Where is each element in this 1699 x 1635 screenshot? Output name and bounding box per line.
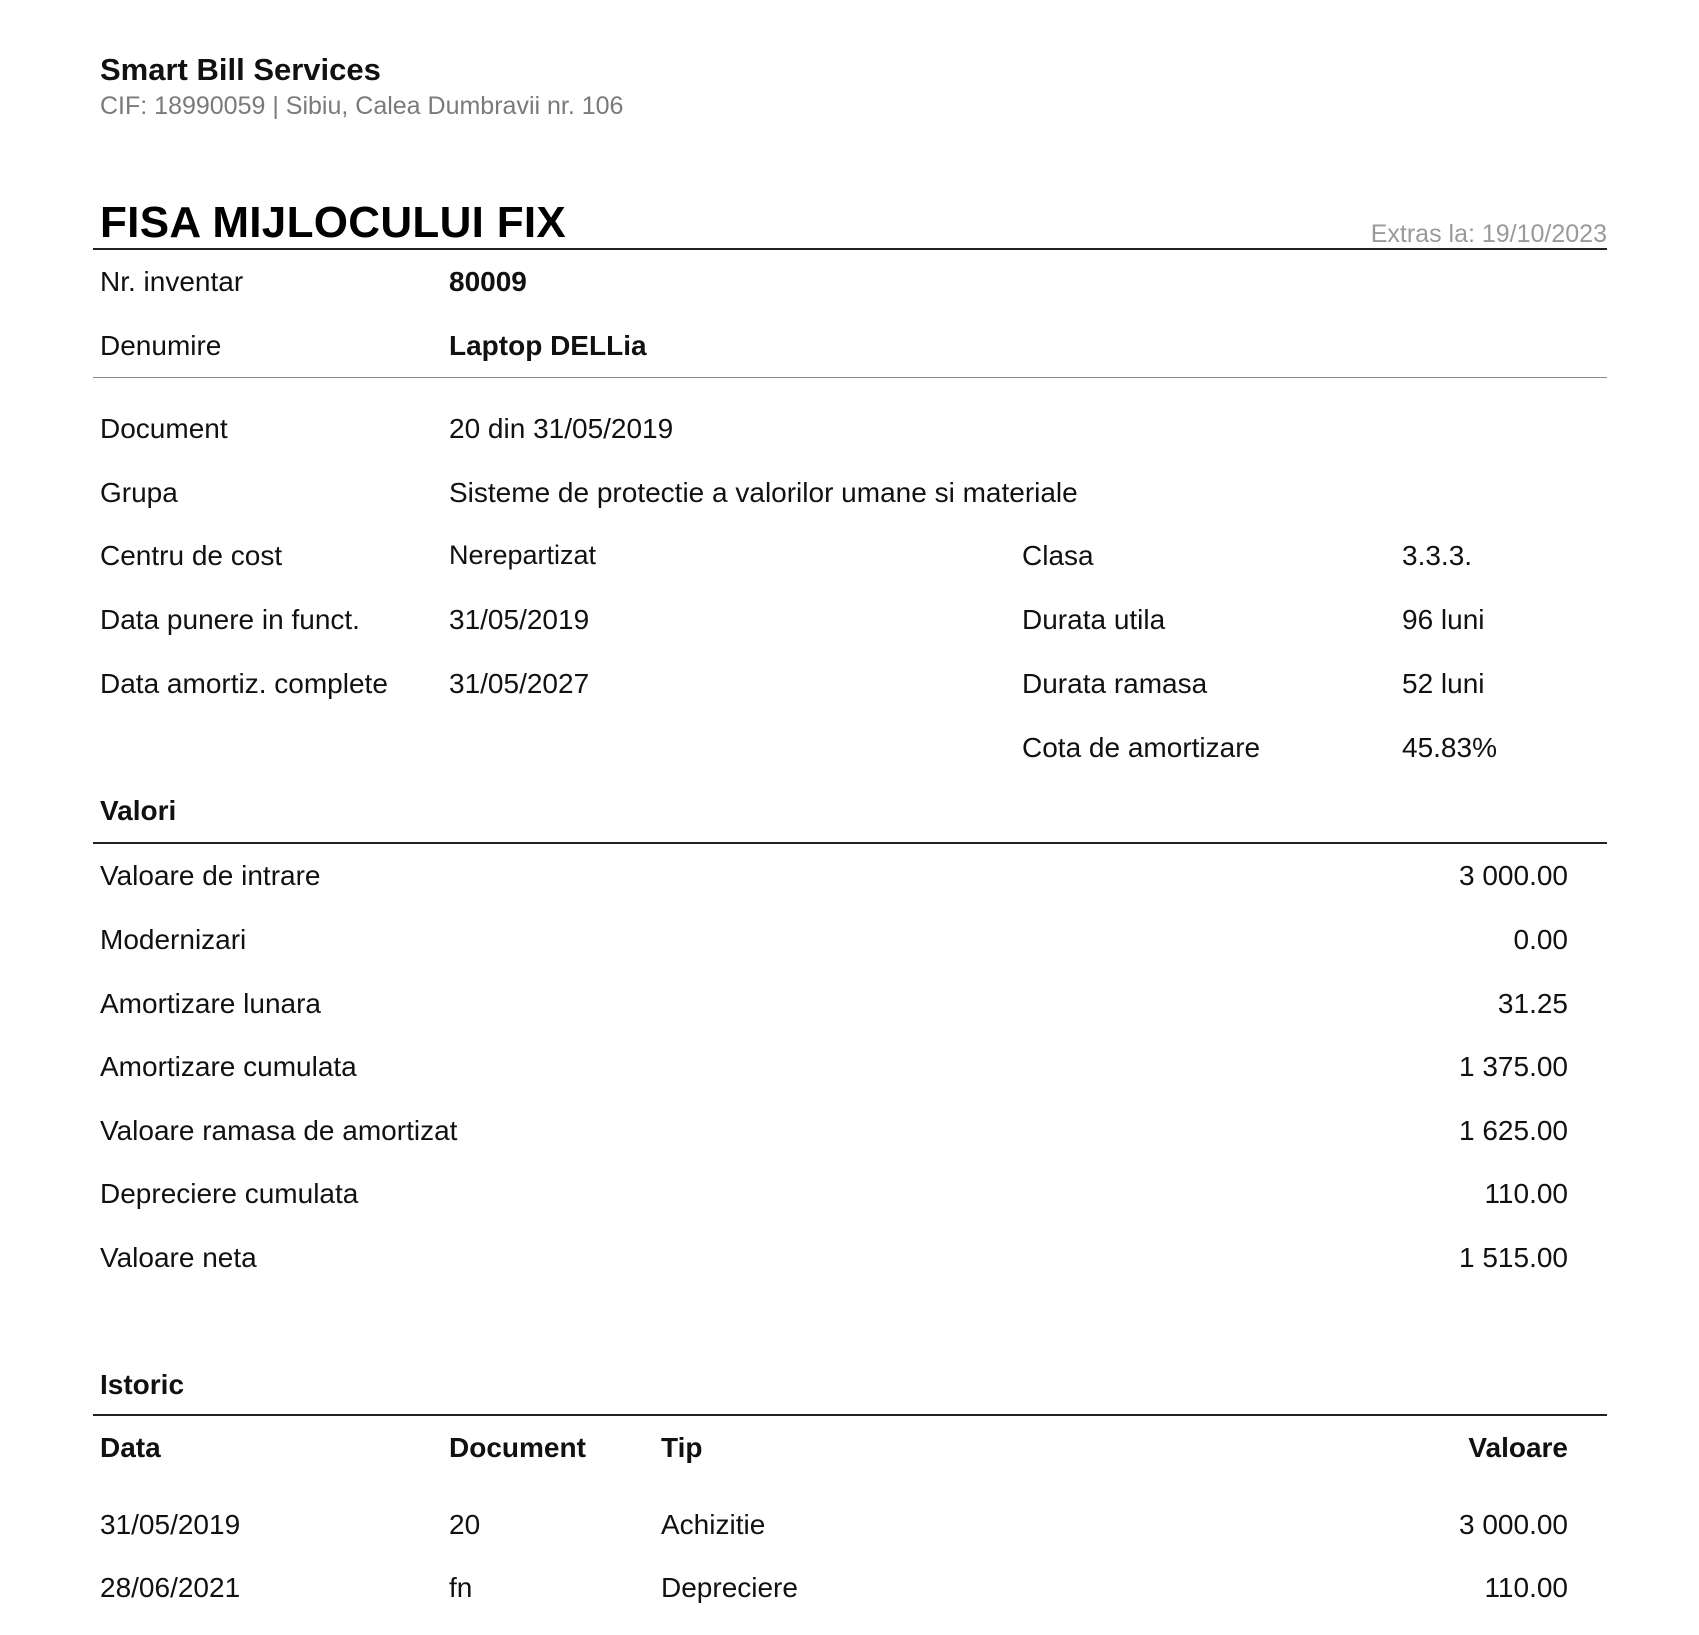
column-header-tip: Tip — [661, 1432, 703, 1463]
column-header-document: Document — [449, 1432, 586, 1463]
valori-row-value: 110.00 — [1484, 1178, 1568, 1209]
nr-inventar-label: Nr. inventar — [100, 266, 244, 297]
istoric-divider — [93, 1414, 1607, 1416]
data-amortiz-value: 31/05/2027 — [449, 668, 590, 699]
cell-data: 28/06/2021 — [100, 1572, 241, 1603]
document-value: 20 din 31/05/2019 — [449, 413, 674, 444]
valori-row-label: Valoare de intrare — [100, 860, 321, 891]
cell-document: 20 — [449, 1509, 481, 1540]
valori-row-value: 1 375.00 — [1459, 1051, 1568, 1082]
data-amortiz-label: Data amortiz. complete — [100, 668, 388, 699]
cota-amortizare-label: Cota de amortizare — [1022, 732, 1261, 763]
denumire-label: Denumire — [100, 330, 222, 361]
clasa-label: Clasa — [1022, 540, 1094, 571]
valori-row-value: 1 625.00 — [1459, 1115, 1568, 1146]
durata-utila-value: 96 luni — [1402, 604, 1485, 635]
valori-row-value: 0.00 — [1513, 924, 1568, 955]
durata-utila-label: Durata utila — [1022, 604, 1166, 635]
cell-tip: Achizitie — [661, 1509, 766, 1540]
column-header-valoare: Valoare — [1468, 1432, 1568, 1463]
company-info: CIF: 18990059 | Sibiu, Calea Dumbravii nr. 106 — [100, 92, 624, 120]
identity-divider — [93, 377, 1607, 378]
valori-row-label: Depreciere cumulata — [100, 1178, 359, 1209]
data-punere-value: 31/05/2019 — [449, 604, 590, 635]
denumire-value: Laptop DELLia — [449, 330, 647, 361]
durata-ramasa-label: Durata ramasa — [1022, 668, 1208, 699]
durata-ramasa-value: 52 luni — [1402, 668, 1485, 699]
column-header-data: Data — [100, 1432, 161, 1463]
cell-valoare: 3 000.00 — [1459, 1509, 1568, 1540]
cell-tip: Depreciere — [661, 1572, 798, 1603]
cell-data: 31/05/2019 — [100, 1509, 241, 1540]
extract-date: Extras la: 19/10/2023 — [1370, 220, 1607, 248]
valori-row-label: Modernizari — [100, 924, 247, 955]
valori-row-label: Amortizare cumulata — [100, 1051, 357, 1082]
valori-row-value: 1 515.00 — [1459, 1242, 1568, 1273]
valori-row-label: Valoare ramasa de amortizat — [100, 1115, 458, 1146]
centru-cost-label: Centru de cost — [100, 540, 283, 571]
valori-section-title: Valori — [100, 795, 177, 826]
grupa-value: Sisteme de protectie a valorilor umane si materiale — [449, 477, 1078, 508]
cell-document: fn — [449, 1572, 473, 1603]
valori-row-label: Amortizare lunara — [100, 988, 321, 1019]
valori-row-label: Valoare neta — [100, 1242, 257, 1273]
company-name: Smart Bill Services — [100, 52, 381, 87]
grupa-label: Grupa — [100, 477, 178, 508]
istoric-section-title: Istoric — [100, 1369, 185, 1400]
cota-amortizare-value: 45.83% — [1402, 732, 1497, 763]
nr-inventar-value: 80009 — [449, 266, 527, 297]
title-divider — [93, 248, 1607, 250]
clasa-value: 3.3.3. — [1402, 540, 1473, 571]
valori-row-value: 3 000.00 — [1459, 860, 1568, 891]
cell-valoare: 110.00 — [1484, 1572, 1568, 1603]
valori-row-value: 31.25 — [1497, 988, 1568, 1019]
document-label: Document — [100, 413, 228, 444]
valori-divider — [93, 842, 1607, 844]
centru-cost-value: Nerepartizat — [449, 540, 597, 570]
data-punere-label: Data punere in funct. — [100, 604, 360, 635]
page-title: FISA MIJLOCULUI FIX — [100, 198, 567, 247]
